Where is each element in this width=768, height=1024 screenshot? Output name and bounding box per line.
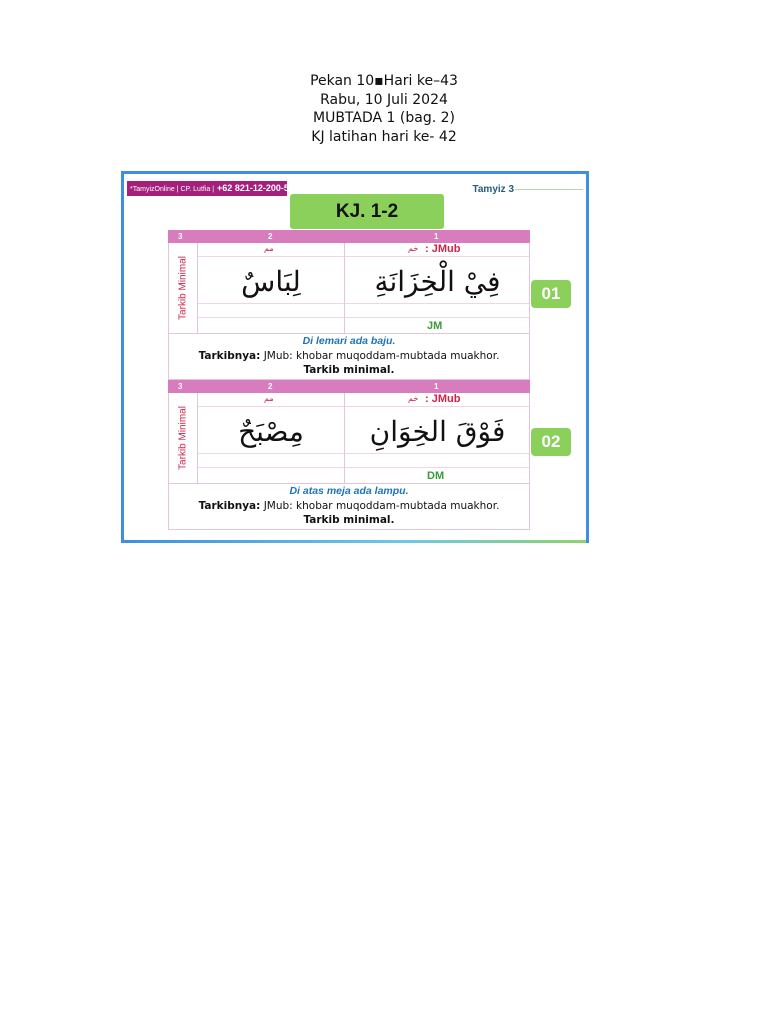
tarkib-minimal: Tarkib minimal. <box>303 514 395 526</box>
col2-tag: مم <box>264 244 274 253</box>
arabic-phrase-col1: فَوْقَ الخِوَانِ <box>369 415 506 448</box>
translation: Di lemari ada baju. <box>168 334 530 348</box>
column-header-3: 3 <box>178 232 183 241</box>
arabic-word-col2: مِصْبَحٌ <box>238 415 304 448</box>
column-header-1: 1 <box>434 232 439 241</box>
arabic-phrase-col1: فِيْ الْخِزَانَةِ <box>374 265 501 298</box>
column-2-cell <box>198 243 345 333</box>
exercise-line: KJ latihan hari ke- 42 <box>311 128 457 145</box>
column-header-3: 3 <box>178 382 183 391</box>
tamyiz-label: Tamyiz 3 <box>472 184 514 195</box>
tarkib-text: JMub: khobar muqoddam-mubtada muakhor. <box>263 500 500 512</box>
exercise-card-image <box>121 171 589 543</box>
col1-tag: خم <box>408 394 419 403</box>
green-tag: DM <box>427 470 445 482</box>
translation: Di atas meja ada lampu. <box>168 484 530 498</box>
column-header-row <box>168 230 530 243</box>
tamyiz-rule <box>515 189 583 190</box>
col2-tag: مم <box>264 394 274 403</box>
col1-label: : JMub <box>425 243 461 255</box>
week-day-line: Pekan 10▪Hari ke–43 <box>310 73 458 89</box>
card-bottom-border <box>124 540 586 543</box>
tarkib-minimal: Tarkib minimal. <box>303 364 395 376</box>
side-label-cell <box>169 393 198 483</box>
column-2-cell <box>198 393 345 483</box>
exercise-block-1 <box>168 230 530 380</box>
column-header-1: 1 <box>434 382 439 391</box>
column-header-2: 2 <box>268 382 273 391</box>
column-1-cell <box>345 243 530 333</box>
tarkib-text: JMub: khobar muqoddam-mubtada muakhor. <box>263 350 500 362</box>
card-title: KJ. 1-2 <box>290 194 444 229</box>
exercise-block-2 <box>168 380 530 530</box>
date-line: Rabu, 10 Juli 2024 <box>320 91 448 108</box>
column-1-cell <box>345 393 530 483</box>
column-header-2: 2 <box>268 232 273 241</box>
analysis-grid <box>168 393 530 484</box>
brand-text: *TamyizOnline | CP. Lutfia | <box>130 186 215 193</box>
col1-label: : JMub <box>425 393 461 405</box>
item-number-badge: 01 <box>531 280 571 308</box>
brand-bar <box>127 181 299 196</box>
tarkib-box <box>168 348 530 380</box>
side-label: Tarkib Minimal <box>177 406 189 470</box>
tarkib-label: Tarkibnya: <box>198 350 261 362</box>
analysis-grid <box>168 243 530 334</box>
arabic-word-col2: لِبَاسٌ <box>241 265 301 298</box>
item-number-badge: 02 <box>531 428 571 456</box>
side-label: Tarkib Minimal <box>177 256 189 320</box>
col1-tag: خم <box>408 244 419 253</box>
topic-line: MUBTADA 1 (bag. 2) <box>313 110 455 126</box>
green-tag: JM <box>427 320 443 332</box>
document-header <box>0 72 768 146</box>
tarkib-box <box>168 498 530 530</box>
side-label-cell <box>169 243 198 333</box>
brand-phone: +62 821-12-200-500 <box>217 183 299 193</box>
tarkib-label: Tarkibnya: <box>198 500 261 512</box>
column-header-row <box>168 380 530 393</box>
